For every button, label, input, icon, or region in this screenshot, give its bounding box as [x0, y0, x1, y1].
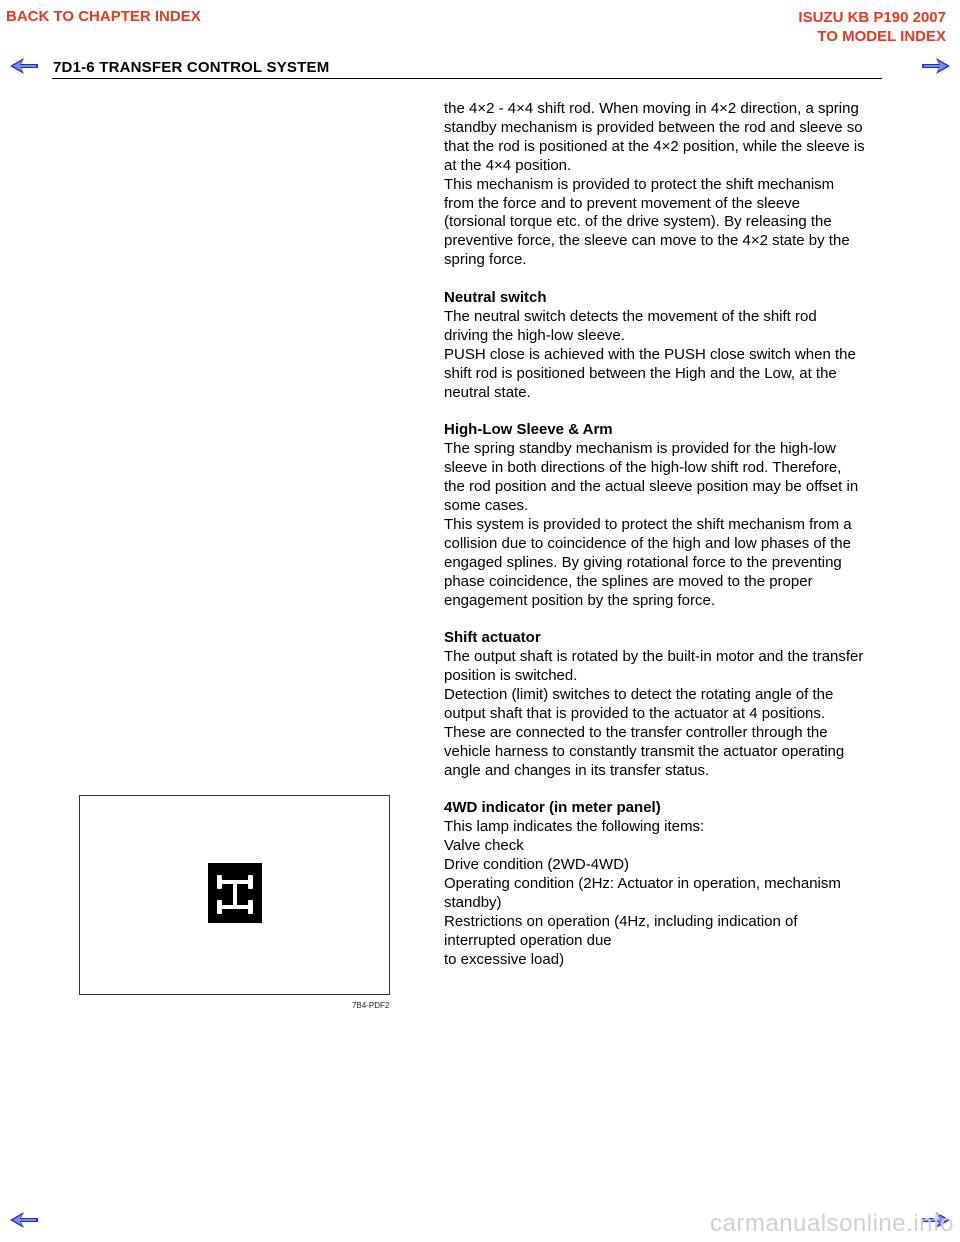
left-arrow-icon: [10, 1212, 38, 1228]
intro-section: [444, 100, 889, 270]
section-heading: Neutral switch: [444, 289, 547, 307]
header-divider: [52, 78, 882, 79]
text-line: the 4×2 - 4×4 shift rod. When moving in 4×2 direction, a spring: [444, 100, 859, 117]
figure-caption: 7B4-PDF2: [352, 1001, 390, 1010]
text-line: neutral state.: [444, 383, 531, 401]
text-line: This lamp indicates the following items:: [444, 818, 705, 836]
text-line: output shaft that is provided to the actuator at 4 positions.: [444, 704, 826, 722]
next-page-top-button[interactable]: [922, 58, 950, 74]
text-line: shift rod is positioned between the High and the Low, at the: [444, 364, 837, 382]
text-line: engaged splines. By giving rotational force to the preventing: [444, 553, 842, 571]
text-line: position is switched.: [444, 667, 578, 685]
text-line: some cases.: [444, 497, 529, 514]
text-line: at the 4×4 position.: [444, 156, 572, 174]
text-line: (torsional torque etc. of the drive system). By releasing the: [444, 213, 832, 231]
text-line: Drive condition (2WD-4WD): [444, 856, 630, 874]
text-line: from the force and to prevent movement of the sleeve: [444, 194, 801, 212]
text-line: The spring standby mechanism is provided for the high-low: [444, 440, 836, 458]
model-title-link[interactable]: ISUZU KB P190 2007: [798, 9, 946, 26]
text-line: The output shaft is rotated by the built-in motor and the transfer: [444, 648, 864, 666]
section-heading: Shift actuator: [444, 629, 541, 647]
page-title: 7D1-6 TRANSFER CONTROL SYSTEM: [53, 59, 330, 76]
watermark: carmanualsonline.info: [710, 1210, 954, 1237]
text-line: These are connected to the transfer controller through the: [444, 723, 828, 741]
section-heading: 4WD indicator (in meter panel): [444, 799, 661, 817]
right-arrow-icon: [922, 58, 950, 74]
to-model-index-link[interactable]: TO MODEL INDEX: [817, 28, 946, 45]
body-text: [444, 100, 889, 970]
model-index-nav: [798, 8, 946, 46]
neutral-switch-section: [444, 289, 889, 402]
text-line: standby): [444, 894, 502, 911]
shift-actuator-section: [444, 629, 889, 780]
section-heading: High-Low Sleeve & Arm: [444, 421, 613, 439]
text-line: engagement position by the spring force.: [444, 591, 716, 609]
text-line: Restrictions on operation (4Hz, including indication of: [444, 912, 798, 930]
text-line: spring force.: [444, 251, 527, 269]
text-line: vehicle harness to constantly transmit the actuator operating: [444, 742, 845, 760]
text-line: phase coincidence, the splines are moved to the proper: [444, 572, 813, 590]
text-line: The neutral switch detects the movement of the shift rod: [444, 307, 817, 325]
high-low-section: [444, 421, 889, 610]
text-line: that the rod is positioned at the 4×2 position, while the sleeve is: [444, 137, 865, 155]
text-line: sleeve in both directions of the high-low shift rod. Therefore,: [444, 459, 842, 477]
text-line: standby mechanism is provided between the rod and sleeve so: [444, 118, 863, 136]
indicator-section: [444, 799, 889, 969]
text-line: Operating condition (2Hz: Actuator in operation, mechanism: [444, 875, 841, 893]
left-arrow-icon: [10, 58, 38, 74]
text-line: the rod position and the actual sleeve position may be offset in: [444, 478, 859, 496]
text-line: PUSH close is achieved with the PUSH close switch when the: [444, 345, 856, 363]
text-line: collision due to coincidence of the high and low phases of the: [444, 534, 851, 552]
prev-page-top-button[interactable]: [10, 58, 38, 74]
prev-page-bottom-button[interactable]: [10, 1212, 38, 1228]
text-line: to excessive load): [444, 950, 565, 968]
4wd-indicator-icon: [208, 863, 262, 923]
text-line: driving the high-low sleeve.: [444, 326, 625, 344]
text-line: This system is provided to protect the shift mechanism from a: [444, 515, 852, 533]
text-line: Valve check: [444, 837, 524, 855]
text-line: angle and changes in its transfer status.: [444, 761, 710, 779]
text-line: preventive force, the sleeve can move to the 4×2 state by the: [444, 232, 850, 250]
text-line: Detection (limit) switches to detect the rotating angle of the: [444, 686, 834, 704]
text-line: This mechanism is provided to protect the shift mechanism: [444, 175, 835, 193]
back-to-chapter-index-link[interactable]: BACK TO CHAPTER INDEX: [6, 8, 201, 25]
text-line: interrupted operation due: [444, 931, 612, 949]
